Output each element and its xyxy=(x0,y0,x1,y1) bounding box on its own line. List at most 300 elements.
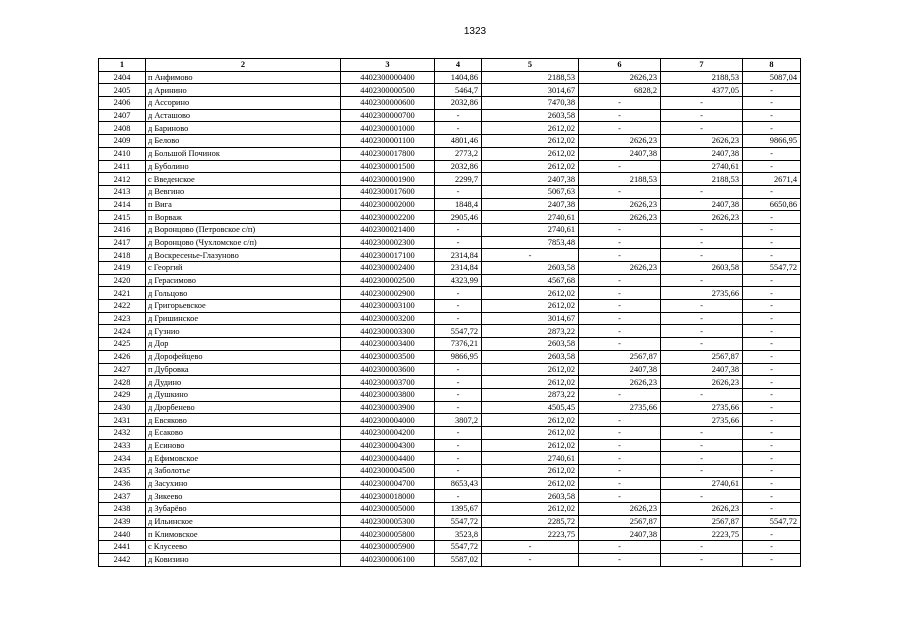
settlement-name-cell: с Введенское xyxy=(146,173,341,186)
table-row xyxy=(99,338,801,351)
oktmo-code-cell: 4402300004200 xyxy=(341,426,435,439)
oktmo-code-cell: 4402300017600 xyxy=(341,185,435,198)
value-col-8-cell: - xyxy=(743,122,801,135)
value-col-6-cell: - xyxy=(579,477,661,490)
value-col-4-cell: - xyxy=(435,376,482,389)
value-col-7-cell: - xyxy=(661,388,743,401)
value-col-7-cell: - xyxy=(661,109,743,122)
value-col-6-cell: - xyxy=(579,439,661,452)
value-col-5-cell: 2612,02 xyxy=(482,477,579,490)
oktmo-code-cell: 4402300002500 xyxy=(341,274,435,287)
value-col-8-cell: - xyxy=(743,300,801,313)
value-col-6-cell: - xyxy=(579,553,661,566)
value-col-8-cell: - xyxy=(743,528,801,541)
value-col-5-cell: 2407,38 xyxy=(482,173,579,186)
value-col-8-cell: - xyxy=(743,287,801,300)
table-row xyxy=(99,185,801,198)
table-row xyxy=(99,160,801,173)
value-col-7-cell: 2188,53 xyxy=(661,71,743,84)
value-col-4-cell: 1848,4 xyxy=(435,198,482,211)
value-col-8-cell: - xyxy=(743,363,801,376)
column-header-7: 7 xyxy=(661,59,743,72)
table-row xyxy=(99,274,801,287)
value-col-5-cell: 2223,75 xyxy=(482,528,579,541)
row-number-cell: 2431 xyxy=(99,414,146,427)
row-number-cell: 2419 xyxy=(99,262,146,275)
value-col-6-cell: 2626,23 xyxy=(579,376,661,389)
value-col-6-cell: 6828,2 xyxy=(579,84,661,97)
value-col-5-cell: 2612,02 xyxy=(482,363,579,376)
settlement-name-cell: д Гольцово xyxy=(146,287,341,300)
settlement-name-cell: д Гузнио xyxy=(146,325,341,338)
value-col-8-cell: - xyxy=(743,439,801,452)
oktmo-code-cell: 4402300003700 xyxy=(341,376,435,389)
oktmo-code-cell: 4402300003200 xyxy=(341,312,435,325)
value-col-4-cell: - xyxy=(435,223,482,236)
value-col-8-cell: - xyxy=(743,338,801,351)
value-col-7-cell: 2407,38 xyxy=(661,363,743,376)
value-col-5-cell: 2188,53 xyxy=(482,71,579,84)
value-col-4-cell: - xyxy=(435,109,482,122)
settlement-name-cell: д Большой Починок xyxy=(146,147,341,160)
oktmo-code-cell: 4402300004700 xyxy=(341,477,435,490)
row-number-cell: 2407 xyxy=(99,109,146,122)
oktmo-code-cell: 4402300006100 xyxy=(341,553,435,566)
table-row xyxy=(99,363,801,376)
value-col-7-cell: 2740,61 xyxy=(661,160,743,173)
table-header-row xyxy=(99,59,801,72)
value-col-7-cell: - xyxy=(661,185,743,198)
table-row xyxy=(99,135,801,148)
value-col-7-cell: - xyxy=(661,223,743,236)
settlement-name-cell: д Вевгино xyxy=(146,185,341,198)
value-col-6-cell: - xyxy=(579,490,661,503)
value-col-7-cell: - xyxy=(661,122,743,135)
row-number-cell: 2438 xyxy=(99,503,146,516)
value-col-6-cell: - xyxy=(579,388,661,401)
oktmo-code-cell: 4402300002900 xyxy=(341,287,435,300)
row-number-cell: 2405 xyxy=(99,84,146,97)
value-col-5-cell: 2612,02 xyxy=(482,426,579,439)
value-col-6-cell: - xyxy=(579,414,661,427)
value-col-4-cell: - xyxy=(435,426,482,439)
settlement-name-cell: д Григорьевское xyxy=(146,300,341,313)
value-col-4-cell: 3807,2 xyxy=(435,414,482,427)
value-col-7-cell: - xyxy=(661,249,743,262)
row-number-cell: 2413 xyxy=(99,185,146,198)
value-col-8-cell: 5547,72 xyxy=(743,262,801,275)
oktmo-code-cell: 4402300003800 xyxy=(341,388,435,401)
table-row xyxy=(99,401,801,414)
column-header-2: 2 xyxy=(146,59,341,72)
row-number-cell: 2418 xyxy=(99,249,146,262)
row-number-cell: 2410 xyxy=(99,147,146,160)
table-body xyxy=(99,71,801,566)
value-col-6-cell: - xyxy=(579,338,661,351)
table-row xyxy=(99,515,801,528)
oktmo-code-cell: 4402300001100 xyxy=(341,135,435,148)
value-col-7-cell: 2735,66 xyxy=(661,287,743,300)
value-col-5-cell: 5067,63 xyxy=(482,185,579,198)
value-col-4-cell: 2314,84 xyxy=(435,262,482,275)
oktmo-code-cell: 4402300021400 xyxy=(341,223,435,236)
value-col-6-cell: 2567,87 xyxy=(579,515,661,528)
column-header-3: 3 xyxy=(341,59,435,72)
value-col-7-cell: - xyxy=(661,312,743,325)
value-col-4-cell: 4801,46 xyxy=(435,135,482,148)
value-col-7-cell: 2735,66 xyxy=(661,414,743,427)
settlement-name-cell: д Зикеево xyxy=(146,490,341,503)
settlement-name-cell: д Воронцово (Чухломское с/п) xyxy=(146,236,341,249)
table-row xyxy=(99,211,801,224)
oktmo-code-cell: 4402300003400 xyxy=(341,338,435,351)
value-col-4-cell: - xyxy=(435,439,482,452)
value-col-7-cell: 2626,23 xyxy=(661,211,743,224)
value-col-8-cell: - xyxy=(743,452,801,465)
value-col-5-cell: 2612,02 xyxy=(482,414,579,427)
row-number-cell: 2412 xyxy=(99,173,146,186)
value-col-7-cell: 2407,38 xyxy=(661,147,743,160)
value-col-8-cell: - xyxy=(743,97,801,110)
table-row xyxy=(99,312,801,325)
table-row xyxy=(99,262,801,275)
row-number-cell: 2434 xyxy=(99,452,146,465)
column-header-8: 8 xyxy=(743,59,801,72)
value-col-6-cell: 2735,66 xyxy=(579,401,661,414)
value-col-7-cell: - xyxy=(661,338,743,351)
value-col-7-cell: 2626,23 xyxy=(661,135,743,148)
value-col-8-cell: - xyxy=(743,376,801,389)
row-number-cell: 2425 xyxy=(99,338,146,351)
value-col-8-cell: - xyxy=(743,490,801,503)
row-number-cell: 2414 xyxy=(99,198,146,211)
oktmo-code-cell: 4402300002300 xyxy=(341,236,435,249)
settlement-name-cell: п Ворваж xyxy=(146,211,341,224)
value-col-7-cell: 2735,66 xyxy=(661,401,743,414)
value-col-7-cell: 2626,23 xyxy=(661,376,743,389)
row-number-cell: 2432 xyxy=(99,426,146,439)
oktmo-code-cell: 4402300017800 xyxy=(341,147,435,160)
value-col-7-cell: 2188,53 xyxy=(661,173,743,186)
value-col-8-cell: - xyxy=(743,211,801,224)
page-number: 1323 xyxy=(463,26,487,37)
value-col-8-cell: - xyxy=(743,388,801,401)
value-col-5-cell: 2603,58 xyxy=(482,262,579,275)
oktmo-code-cell: 4402300005800 xyxy=(341,528,435,541)
value-col-6-cell: - xyxy=(579,312,661,325)
settlement-name-cell: д Ковизино xyxy=(146,553,341,566)
row-number-cell: 2422 xyxy=(99,300,146,313)
settlement-name-cell: д Буболино xyxy=(146,160,341,173)
value-col-5-cell: 2407,38 xyxy=(482,198,579,211)
value-col-8-cell: - xyxy=(743,147,801,160)
value-col-6-cell: - xyxy=(579,325,661,338)
settlement-name-cell: д Дюрбенево xyxy=(146,401,341,414)
row-number-cell: 2428 xyxy=(99,376,146,389)
row-number-cell: 2437 xyxy=(99,490,146,503)
table-row xyxy=(99,490,801,503)
value-col-5-cell: 2612,02 xyxy=(482,503,579,516)
value-col-7-cell: - xyxy=(661,490,743,503)
value-col-7-cell: - xyxy=(661,300,743,313)
value-col-4-cell: - xyxy=(435,312,482,325)
value-col-4-cell: 5547,72 xyxy=(435,541,482,554)
settlement-name-cell: д Душкино xyxy=(146,388,341,401)
value-col-4-cell: 2314,84 xyxy=(435,249,482,262)
value-col-8-cell: - xyxy=(743,350,801,363)
value-col-6-cell: 2407,38 xyxy=(579,147,661,160)
value-col-6-cell: 2626,23 xyxy=(579,262,661,275)
data-table xyxy=(98,58,801,567)
table-row xyxy=(99,465,801,478)
table-row xyxy=(99,236,801,249)
column-header-6: 6 xyxy=(579,59,661,72)
settlement-name-cell: д Белово xyxy=(146,135,341,148)
row-number-cell: 2420 xyxy=(99,274,146,287)
row-number-cell: 2430 xyxy=(99,401,146,414)
table-row xyxy=(99,97,801,110)
row-number-cell: 2424 xyxy=(99,325,146,338)
value-col-4-cell: - xyxy=(435,465,482,478)
table-row xyxy=(99,477,801,490)
row-number-cell: 2415 xyxy=(99,211,146,224)
value-col-8-cell: - xyxy=(743,414,801,427)
table-row xyxy=(99,147,801,160)
value-col-8-cell: - xyxy=(743,401,801,414)
value-col-6-cell: 2626,23 xyxy=(579,71,661,84)
row-number-cell: 2436 xyxy=(99,477,146,490)
value-col-5-cell: 2603,58 xyxy=(482,338,579,351)
value-col-4-cell: - xyxy=(435,401,482,414)
settlement-name-cell: д Ефимовское xyxy=(146,452,341,465)
settlement-name-cell: д Заболотье xyxy=(146,465,341,478)
value-col-7-cell: - xyxy=(661,553,743,566)
row-number-cell: 2404 xyxy=(99,71,146,84)
oktmo-code-cell: 4402300001000 xyxy=(341,122,435,135)
settlement-name-cell: д Гришинское xyxy=(146,312,341,325)
value-col-6-cell: - xyxy=(579,287,661,300)
value-col-8-cell: - xyxy=(743,109,801,122)
value-col-6-cell: - xyxy=(579,236,661,249)
value-col-7-cell: - xyxy=(661,426,743,439)
value-col-6-cell: - xyxy=(579,160,661,173)
settlement-name-cell: п Климовское xyxy=(146,528,341,541)
value-col-4-cell: - xyxy=(435,287,482,300)
table-row xyxy=(99,287,801,300)
oktmo-code-cell: 4402300003500 xyxy=(341,350,435,363)
oktmo-code-cell: 4402300000700 xyxy=(341,109,435,122)
table-row xyxy=(99,388,801,401)
oktmo-code-cell: 4402300001500 xyxy=(341,160,435,173)
value-col-6-cell: - xyxy=(579,249,661,262)
settlement-name-cell: п Анфимово xyxy=(146,71,341,84)
value-col-8-cell: 5547,72 xyxy=(743,515,801,528)
value-col-5-cell: 2612,02 xyxy=(482,287,579,300)
value-col-7-cell: 2740,61 xyxy=(661,477,743,490)
value-col-4-cell: 9866,95 xyxy=(435,350,482,363)
oktmo-code-cell: 4402300002400 xyxy=(341,262,435,275)
settlement-name-cell: д Ильинское xyxy=(146,515,341,528)
value-col-4-cell: 2032,86 xyxy=(435,160,482,173)
value-col-4-cell: 7376,21 xyxy=(435,338,482,351)
table-row xyxy=(99,109,801,122)
value-col-8-cell: - xyxy=(743,185,801,198)
oktmo-code-cell: 4402300000600 xyxy=(341,97,435,110)
oktmo-code-cell: 4402300005300 xyxy=(341,515,435,528)
oktmo-code-cell: 4402300002200 xyxy=(341,211,435,224)
value-col-7-cell: - xyxy=(661,236,743,249)
value-col-7-cell: - xyxy=(661,439,743,452)
settlement-name-cell: д Асташово xyxy=(146,109,341,122)
value-col-8-cell: - xyxy=(743,325,801,338)
settlement-name-cell: с Клусеево xyxy=(146,541,341,554)
table-row xyxy=(99,452,801,465)
value-col-4-cell: 5464,7 xyxy=(435,84,482,97)
oktmo-code-cell: 4402300000400 xyxy=(341,71,435,84)
value-col-6-cell: 2188,53 xyxy=(579,173,661,186)
value-col-5-cell: 3014,67 xyxy=(482,312,579,325)
row-number-cell: 2409 xyxy=(99,135,146,148)
value-col-8-cell: - xyxy=(743,477,801,490)
oktmo-code-cell: 4402300004500 xyxy=(341,465,435,478)
value-col-6-cell: - xyxy=(579,109,661,122)
value-col-8-cell: - xyxy=(743,312,801,325)
value-col-4-cell: - xyxy=(435,363,482,376)
value-col-5-cell: - xyxy=(482,553,579,566)
value-col-5-cell: 2612,02 xyxy=(482,147,579,160)
value-col-5-cell: 2285,72 xyxy=(482,515,579,528)
value-col-7-cell: 2567,87 xyxy=(661,515,743,528)
oktmo-code-cell: 4402300003900 xyxy=(341,401,435,414)
value-col-8-cell: - xyxy=(743,274,801,287)
value-col-7-cell: - xyxy=(661,541,743,554)
oktmo-code-cell: 4402300005900 xyxy=(341,541,435,554)
oktmo-code-cell: 4402300017100 xyxy=(341,249,435,262)
value-col-4-cell: - xyxy=(435,452,482,465)
settlement-name-cell: д Дорофейцево xyxy=(146,350,341,363)
value-col-7-cell: 2223,75 xyxy=(661,528,743,541)
value-col-6-cell: - xyxy=(579,452,661,465)
value-col-6-cell: 2626,23 xyxy=(579,198,661,211)
value-col-5-cell: - xyxy=(482,249,579,262)
value-col-5-cell: 7853,48 xyxy=(482,236,579,249)
row-number-cell: 2416 xyxy=(99,223,146,236)
value-col-4-cell: 5547,72 xyxy=(435,515,482,528)
row-number-cell: 2429 xyxy=(99,388,146,401)
settlement-name-cell: п Вига xyxy=(146,198,341,211)
value-col-5-cell: 2612,02 xyxy=(482,135,579,148)
row-number-cell: 2421 xyxy=(99,287,146,300)
row-number-cell: 2433 xyxy=(99,439,146,452)
value-col-7-cell: 2567,87 xyxy=(661,350,743,363)
value-col-4-cell: - xyxy=(435,122,482,135)
value-col-4-cell: 5547,72 xyxy=(435,325,482,338)
oktmo-code-cell: 4402300005000 xyxy=(341,503,435,516)
column-header-5: 5 xyxy=(482,59,579,72)
value-col-5-cell: 4505,45 xyxy=(482,401,579,414)
settlement-name-cell: д Евсяково xyxy=(146,414,341,427)
value-col-8-cell: - xyxy=(743,160,801,173)
row-number-cell: 2423 xyxy=(99,312,146,325)
table-row xyxy=(99,528,801,541)
value-col-6-cell: 2626,23 xyxy=(579,503,661,516)
value-col-6-cell: 2407,38 xyxy=(579,528,661,541)
value-col-4-cell: - xyxy=(435,490,482,503)
table-row xyxy=(99,300,801,313)
settlement-name-cell: д Воскресенье-Глазуново xyxy=(146,249,341,262)
value-col-7-cell: 2407,38 xyxy=(661,198,743,211)
table-row xyxy=(99,503,801,516)
value-col-5-cell: 4567,68 xyxy=(482,274,579,287)
table-row xyxy=(99,376,801,389)
value-col-8-cell: - xyxy=(743,223,801,236)
value-col-7-cell: 2626,23 xyxy=(661,503,743,516)
value-col-5-cell: 2603,58 xyxy=(482,350,579,363)
value-col-6-cell: 2626,23 xyxy=(579,135,661,148)
value-col-4-cell: 5587,02 xyxy=(435,553,482,566)
value-col-6-cell: 2626,23 xyxy=(579,211,661,224)
table-row xyxy=(99,173,801,186)
oktmo-code-cell: 4402300004400 xyxy=(341,452,435,465)
value-col-4-cell: - xyxy=(435,388,482,401)
value-col-4-cell: 4323,99 xyxy=(435,274,482,287)
value-col-6-cell: - xyxy=(579,185,661,198)
value-col-7-cell: - xyxy=(661,274,743,287)
value-col-4-cell: 2773,2 xyxy=(435,147,482,160)
row-number-cell: 2411 xyxy=(99,160,146,173)
row-number-cell: 2426 xyxy=(99,350,146,363)
settlement-name-cell: д Воронцово (Петровское с/п) xyxy=(146,223,341,236)
value-col-6-cell: - xyxy=(579,465,661,478)
value-col-4-cell: 2905,46 xyxy=(435,211,482,224)
table-row xyxy=(99,223,801,236)
value-col-6-cell: 2407,38 xyxy=(579,363,661,376)
value-col-8-cell: - xyxy=(743,553,801,566)
row-number-cell: 2440 xyxy=(99,528,146,541)
settlement-name-cell: д Есаково xyxy=(146,426,341,439)
settlement-name-cell: д Герасимово xyxy=(146,274,341,287)
value-col-8-cell: 2671,4 xyxy=(743,173,801,186)
value-col-5-cell: 2612,02 xyxy=(482,439,579,452)
table-row xyxy=(99,439,801,452)
value-col-4-cell: 2032,86 xyxy=(435,97,482,110)
oktmo-code-cell: 4402300018000 xyxy=(341,490,435,503)
value-col-5-cell: 2873,22 xyxy=(482,325,579,338)
value-col-5-cell: 2612,02 xyxy=(482,300,579,313)
table-row xyxy=(99,198,801,211)
value-col-7-cell: - xyxy=(661,465,743,478)
value-col-5-cell: 2603,58 xyxy=(482,490,579,503)
value-col-5-cell: 3014,67 xyxy=(482,84,579,97)
value-col-8-cell: 6650,86 xyxy=(743,198,801,211)
oktmo-code-cell: 4402300003600 xyxy=(341,363,435,376)
row-number-cell: 2427 xyxy=(99,363,146,376)
value-col-7-cell: 2603,58 xyxy=(661,262,743,275)
oktmo-code-cell: 4402300004300 xyxy=(341,439,435,452)
table-row xyxy=(99,541,801,554)
value-col-6-cell: - xyxy=(579,426,661,439)
value-col-5-cell: 2612,02 xyxy=(482,376,579,389)
oktmo-code-cell: 4402300001900 xyxy=(341,173,435,186)
table-row xyxy=(99,122,801,135)
oktmo-code-cell: 4402300003100 xyxy=(341,300,435,313)
row-number-cell: 2442 xyxy=(99,553,146,566)
table-row xyxy=(99,350,801,363)
value-col-8-cell: - xyxy=(743,249,801,262)
value-col-6-cell: - xyxy=(579,97,661,110)
column-header-1: 1 xyxy=(99,59,146,72)
column-header-4: 4 xyxy=(435,59,482,72)
